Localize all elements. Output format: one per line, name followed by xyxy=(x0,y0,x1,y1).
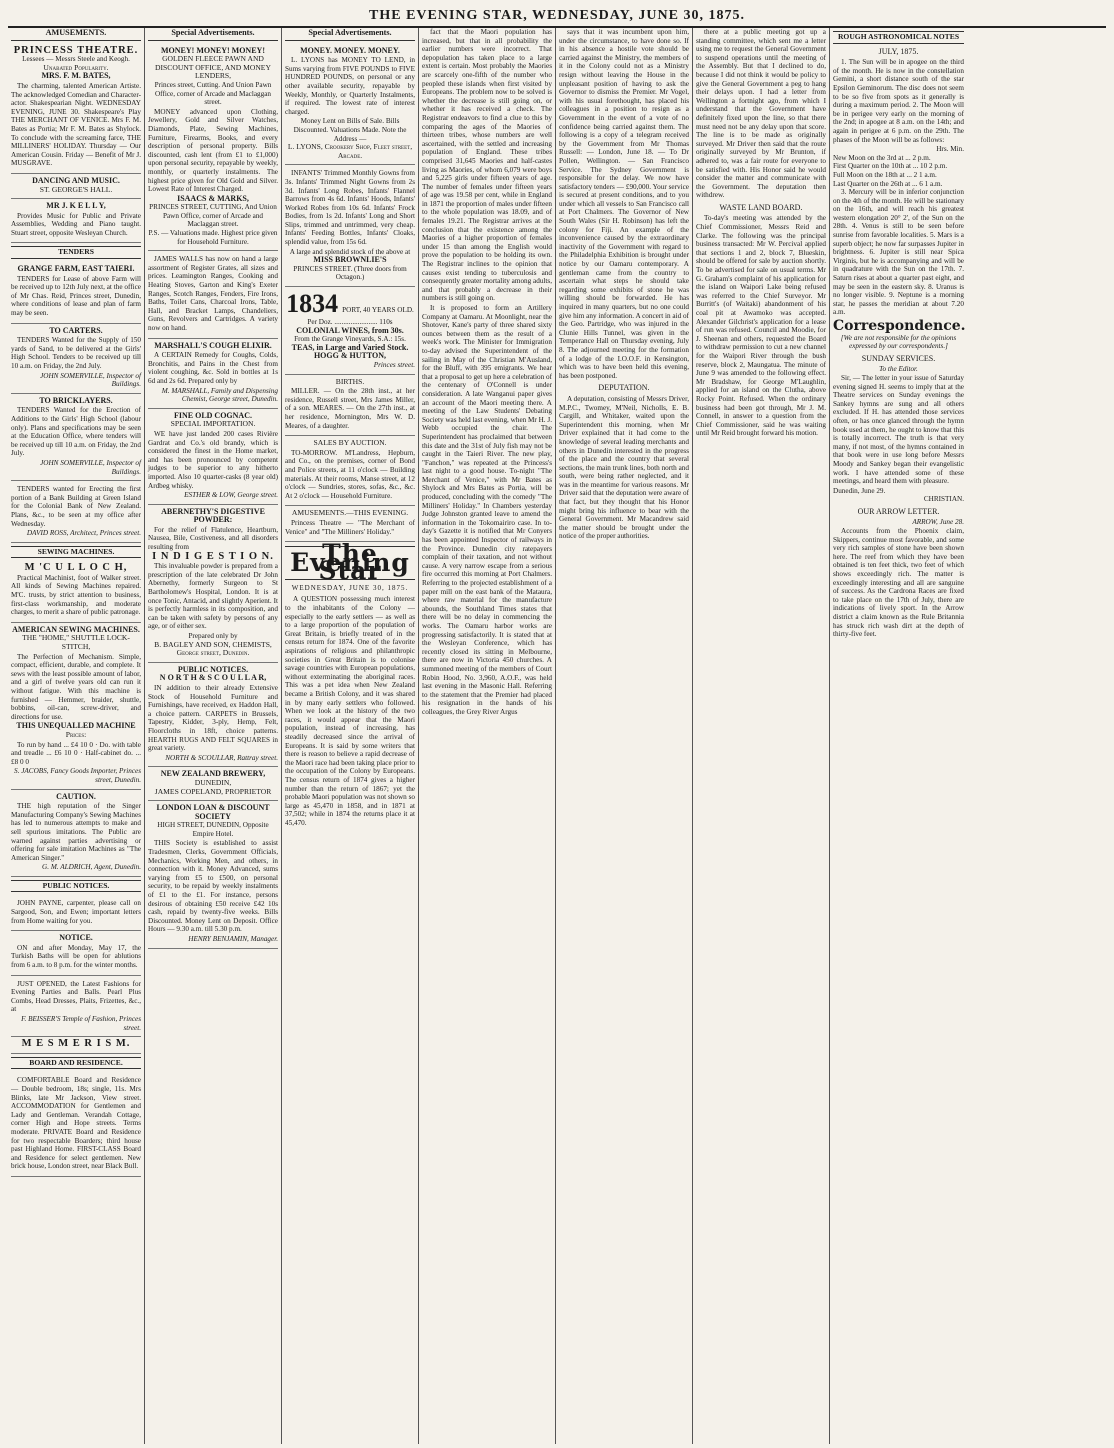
ad-subtitle: THE "HOME," SHUTTLE LOCK-STITCH, xyxy=(22,633,130,652)
ad-subtitle: Unabated Popularity. xyxy=(43,62,109,72)
ad-text: The charming, talented American Artiste. The acknowledged Comedian and Character-actor. Shakespearian Night. WEDNESDAY EVENING, JUNE 30. Shakespeare's Play THE MERCHANT OF VENICE. Mrs F. M. Bates as Portia; Mr F. M. Bates as Shylock. To conclude with the screaming farce, THE MILLINERS' HOLIDAY. Thursday — Our American Cousin. Friday — Benefit of Mr J. MUSGRAVE. xyxy=(11,81,141,168)
ad-text: JUST OPENED, the Latest Fashions for Evening Parties and Balls. Pearl Plus Combs, Head Dresses, Plaits, Frizettes, &c., at xyxy=(11,979,141,1014)
ad-label: Prepared only by xyxy=(188,632,238,640)
ad-subtitle: THIS UNEQUALLED MACHINE xyxy=(16,721,136,731)
ad-signature: ISAACS & MARKS, xyxy=(177,193,249,203)
arrow-heading: OUR ARROW LETTER. xyxy=(857,506,940,516)
ad-text: For the relief of Flatulence, Heartburn, Nausea, Bile, Costiveness, and all disorders resulting from xyxy=(148,525,278,552)
ad-title: TO BRICKLAYERS. xyxy=(39,395,113,405)
births-notices xyxy=(285,375,415,437)
ad-text: L. LYONS has MONEY TO LEND, in Sums varying from FIVE POUNDS to FIVE HUNDRED POUNDS, on personal or any other available security, repayable by Weekly, Monthly, or Quarterly Instalments, if required. The lowest rate of interest charged. xyxy=(285,56,415,116)
ad-signature: DAVID ROSS, Architect, Princes street. xyxy=(26,529,141,538)
births-title: BIRTHS. xyxy=(335,376,365,386)
ad-hogg-hutton xyxy=(285,287,415,375)
ad-title: MR J. K E L L Y, xyxy=(46,201,106,211)
ad-moulloch xyxy=(11,561,141,623)
deputation-article xyxy=(559,395,689,541)
columns xyxy=(8,28,1106,1444)
page-header: THE EVENING STAR, WEDNESDAY, JUNE 30, 1875. xyxy=(8,6,1106,28)
ad-title: M 'C U L L O C H, xyxy=(24,562,128,574)
ad-title: AMERICAN SEWING MACHINES. xyxy=(12,624,140,634)
ad-address: PRINCES STREET. (Three doors from Octagon.) xyxy=(293,264,407,282)
column-heading: Special Advertisements. xyxy=(285,28,415,41)
ad-caution xyxy=(11,790,141,877)
correspondence-heading: Correspondence. xyxy=(833,318,966,334)
ad-year: 1834 xyxy=(286,289,339,319)
section-heading: TENDERS xyxy=(11,246,141,259)
ad-text: TENDERS for Lease of above Farm will be received up to 12th July next, at the office of Mr Chas. Reid, Princes street, Dunedin, where conditions of lease and plan of farm may be seen. xyxy=(11,274,141,318)
ad-kelly xyxy=(11,199,141,243)
ad-text: ON and after Monday, May 17, the Turkish Baths will be open for ablutions from 6 a.m. to 8 p.m. for the winter months. xyxy=(11,943,141,970)
waste-land-heading: WASTE LAND BOARD. xyxy=(719,202,803,212)
column-heading: Special Advertisements. xyxy=(148,28,278,41)
column-news-2 xyxy=(556,28,693,1444)
ad-signature: JAMES COPELAND, PROPRIETOR xyxy=(154,786,272,796)
waste-land-article xyxy=(696,214,826,437)
ad-signature: S. JACOBS, Fancy Goods Importer, Princes street, Dunedin. xyxy=(14,767,141,784)
editorial-text: A QUESTION possessing much interest to the inhabitants of the Colony — especially to the early settlers — as well as to a large proportion of the population of Great Britain, is briefly treated of in the census return for 1874. One of the favorite aspirations of religious and philanthropic societies in Great Britain is to colonise savage countries with European populations, without exterminating the aboriginal races. This was a pet idea when New Zealand became a British Colony, and it was shared in by many early settlers who followed. When we look at the history of the two races, it would appear that the Maori population, instead of increasing, has steadily decreased since the arrival of Europeans. It is said by some writers that there is reason to believe a rapid decrease of the Maori race had been taking place prior to the occupation of the Colony by Europeans. The census return of 1874 gives a higher number than the return of 1867; yet the probable Maori population was not shown so large as 45,470 in 1858, and in 1871 at 37,502; while in 1874 the returns place it at 45,470. xyxy=(285,595,415,827)
column-correspondence xyxy=(830,28,967,1444)
newspaper-nameplate: The Evening Star xyxy=(285,546,415,580)
column-heading: AMUSEMENTS. xyxy=(11,28,141,41)
article-text: 3. Mercury will be in inferior conjunction on the 4th of the month. He will be stationary on the 16th, and will reach his greatest western elongation 20° 2', of the Sun on the 28th. 4. Venus is still to be seen before sunrise from favorable localities. 5. Mars is a superb object; he now far surpasses Jupiter in brightness. 6. Jupiter is still near Spica Virginis, but he is accompanying and will be in quadrature with the Sun on the 17th. 7. Saturn rises at about a quarter past eight, and may be seen in the eastern sky. 8. Uranus is no longer visible. 9. Neptune is a morning star, he passes the meridian at about 7.20 a.m. xyxy=(833,188,964,317)
amusements-text: Princess Theatre — "The Merchant of Venice" and "The Milliners' Holiday." xyxy=(285,518,415,536)
ad-venue: ST. GEORGE'S HALL. xyxy=(39,184,113,194)
ad-note: P.S. — Valuations made. Highest price given for Household Furniture. xyxy=(148,229,278,246)
ad-title: NOTICE. xyxy=(59,933,93,943)
ad-text: JAMES WALLS has now on hand a large assortment of Register Grates, all sizes and prices. Leamington Ranges, Cooking and Heating Stoves, Garton and King's Exeter Ranges, Scotch Ranges, Fenders, Fire Irons, Baths, Toilet Cans, Charcoal Irons, Table, Hall, and Bracket Lamps, Chandeliers, Guns, Revolvers and Cartridges. A variety now on hand. xyxy=(148,255,278,332)
ad-text: TENDERS Wanted for the Erection of Additions to the Girls' High School (labour only). Plans and specifications may be seen at the Education Office, where tenders will be received up till 10 a.m. on Friday, the 2nd July. xyxy=(11,406,141,458)
ad-text: This invaluable powder is prepared from a prescription of the late celebrated Dr John Abernethy, formerly Surgeon to St Bartholomew's Hospital, London. It is at once Tonic, Antacid, and slightly Aperient. It is perfectly harmless in its composition, and can be taken with safety by persons of any age, or of either sex. xyxy=(148,562,278,631)
phase-row: Full Moon on the 18th at ... 2 1 a.m. xyxy=(833,170,937,179)
ad-mesmerism xyxy=(11,1037,141,1054)
article-text: fact that the Maori population has increased, but that in all probability the earlier numbers were incorrect. That depopulation has taken place to a large extent is certain. Most probably the Maories are scarcely one-fifth of the number who peopled these islands when first visited by Europeans. The problem now to be solved is whether the decrease is still going on, or whether it has received a check. The Registrar endeavors to find a clue to this by comparing the ages of the Maories of thirteen tribes, whose numbers are well ascertained, with the settled and increasing population of England. These tribes comprised 31,645 Maories and half-castes living as Maories, of whom 6,079 were boys and 5,225 girls under fifteen years of age. The number of females under fifteen years of age was 19.58 per cent, while in England in 1871 the proportion of males under fifteen to the whole population was 18.09, and of females 19.21. The Registrar arrives at the conclusion that the existence among the Maories of a higher proportion of females under 15 than among the English would prove the population to be holding its own. The Registrar inclines to the opinion that causes exist tending to tuberculosis and consequently greater mortality among adults, and that probably a decrease in their numbers is still going on. xyxy=(422,28,552,303)
ad-signature: ESTHER & LOW, George street. xyxy=(184,491,278,500)
column-special-ads-1 xyxy=(145,28,282,1444)
ad-prices: To run by hand ... £4 10 0 · Do. with table and treadle ... £6 10 0 · Half-cabinet do. ... £8 0 0 xyxy=(11,740,141,766)
births-text: MILLER. — On the 28th inst., at her residence, Russell street, Mrs James Miller, of a son. MEARES. — On the 27th inst., at her residence, Mornington, Mrs W. D. Meares, of a daughter. xyxy=(285,387,415,430)
ad-label: A large and splendid stock of the above at xyxy=(289,247,411,256)
ad-price: Per Doz. ........................ 110s xyxy=(307,318,393,327)
ad-lessees: Lessees — Messrs Steele and Keogh. xyxy=(22,55,130,64)
ad-signature: L. LYONS, Crookery Shop, Fleet street, Arcade. xyxy=(287,142,413,160)
ad-title: ABERNETHY'S DIGESTIVE POWDER: xyxy=(161,506,265,525)
ad-address: Princes street. xyxy=(373,361,415,369)
ad-subtitle: GOLDEN FLEECE PAWN AND DISCOUNT OFFICE, AND MONEY LENDERS, xyxy=(155,54,271,81)
ad-title: LONDON LOAN & DISCOUNT SOCIETY xyxy=(156,803,270,821)
astro-heading: ROUGH ASTRONOMICAL NOTES xyxy=(833,31,964,44)
section-heading: PUBLIC NOTICES. xyxy=(11,880,141,893)
ad-address: PRINCES STREET, CUTTING, And Union Pawn Office, corner of Arcade and Maclaggan street. xyxy=(149,203,277,229)
ad-address: HIGH STREET, DUNEDIN, Opposite Empire Hotel. xyxy=(157,821,269,838)
ad-text: THE high reputation of the Singer Manufacturing Company's Sewing Machines has led to numerous attempts to make and sell spurious imitations. The Public are warned against parties advertising or offering for sale imitation Machines as "The American Singer." xyxy=(11,802,141,862)
ad-brewery xyxy=(148,767,278,801)
section-heading: BOARD AND RESIDENCE. xyxy=(11,1057,141,1070)
column-special-ads-2 xyxy=(282,28,419,1444)
sales-by-auction xyxy=(285,436,415,506)
ad-notice xyxy=(11,931,141,975)
ad-line: From the Grange Vineyards, S.A.: 15s. xyxy=(294,335,406,344)
column-amusements xyxy=(8,28,145,1444)
ad-signature: NORTH & SCOULLAR, Rattray street. xyxy=(165,753,278,762)
article xyxy=(696,28,826,200)
ad-signature: M. MARSHALL, Family and Dispensing Chemist, George street, Dunedin. xyxy=(161,386,278,404)
ad-title: NEW ZEALAND BREWERY, xyxy=(160,769,266,779)
ad-text: JOHN PAYNE, carpenter, please call on Sargood, Son, and Ewen; important letters from Home waiting for you. xyxy=(11,899,141,925)
ad-text: The Perfection of Mechanism. Simple, compact, efficient, durable, and complete. It sews with the least possible amount of labor, and a girl of twelve years old can run it without fatigue. With this machine is furnished — Hemmer, braider, shuttle, bobbins, oil-can, screw-driver, and directions for use. xyxy=(11,652,141,721)
news-paragraphs: It is proposed to form an Artillery Company at Oamaru. At Moonlight, near the Shotover, Kane's party of three shared sixty ounces between them as the result of a week's work. The Minister for Immigration to-day advised the Superintendent of the sailing in May of the Christian M'Ausland, for the Bluff, with 395 emigrants. We hear that a proposal to get up here a celebration of the centenary of O'Connell is under consideration. A late Wanganui paper gives an account of the Maori meeting there. A meeting of the Law Students' Debating Society was held last evening, when Mr H. J. Webb occupied the chair. The Superintendent has proclaimed that between this date and the 31st of July fish may not be caught in the Taieri River. The new play, "Fanchon," was repeated at the Princess's last night to a good house. To-night "The Merchant of Venice," with Mr Bates as Shylock and Mrs Bates as Portia, will be produced, concluding with the comedy "The Milliners' Holiday." In Chambers yesterday Judge Johnston granted leave to amend the information in the Tokomairiro case. In to-day's Gazette it is notified that Mr Conyers has been appointed Inspector of railways in the Province. Dunedin city ratepayers complain of their taxation, and not without cause. A very narrow escape from a serious fire occurred this morning at Port Chalmers. Referring to the projected establishment of a paper mill on the east bank of the Mataura, where raw material for the manufacture abounds, the Southland Times states that there will be no delay in commencing the works. The Oamaru harbor works are progressing satisfactorily. It is stated that at the Wesleyan Conference, which has recently closed its sitting in Melbourne, there are now in Victoria 450 churches. A summoned meeting of the members of Court Robin Hood, No. 3,960, A.O.F., was held last evening in the Masonic Hall. Referring to the statement that the Premier had placed his resignation in the hands of his colleagues, the Grey River Argus xyxy=(422,304,552,716)
article-text: 1. The Sun will be in apogee on the third of the month. He is now in the constellation Gemini, a short distance south of the star Epsilon Geminorum. The disc does not seem to be so five from spots as it generally is during a maximum period. 2. The Moon will be in perigee very early on the morning of the 2nd; in apogee at 8 a.m. on the 14th; and again in perigee at 6 p.m. on the 29th. The phases of the Moon will be as follows: xyxy=(833,58,964,144)
editorial xyxy=(285,595,415,827)
ad-abernethy xyxy=(148,505,278,663)
ad-cognac xyxy=(148,409,278,505)
ad-text: INFANTS' Trimmed Monthly Gowns from 3s. Infants' Trimmed Night Gowns from 2s 3d. Infants' Long Robes, Infants' Flannel Barrows from 4s 6d. Infants' Hoods, Infants' Worked Robes from 10s 6d. Infants' Frock Bodies, from 1s 2d. Infants' Long and Short Slips, trimmed and untrimmed, very cheap. Infants' Feeding Bottles, Infants' Cloaks, splendid value, from 15s 6d. xyxy=(285,169,415,247)
ad-text: THIS Society is established to assist Tradesmen, Clerks, Government Officials, Mechanics, Working Men, and others, in connection with it. Money Advanced, sums varying from £5 to £500, on personal security, to be repaid by weekly instalments of £1 to the £1. For instance, persons desirous of obtaining £50 receive £42 10s cash, repaid by twenty-five weeks. Bills Discounted. Money Lent on Deposit. Office Hours — 9.30 a.m. till 5.30 p.m. xyxy=(148,839,278,934)
article-text: says that it was incumbent upon him, under the circumstance, to have done so. If in his absence a hostile vote should be carried against the Ministry, the members of it in the Colony could not as a Ministry resign without leaving the House in the unpleasant position of having to ask the Governor to dismiss the Premier. Mr Vogel, with his usual forethought, has placed his colleagues in a position to resign as a Government in the event of a vote of no confidence being carried against them. The following is a copy of a telegram received by the Government from Mr Thomas Russell: — London, June 18. — To Dr Pollen, Wellington. — San Francisco Service. The Sydney Government is responsible for the delay. We now have satisfactory tenders — £90,000. Your service is secured at present conditions, and to you under which all vessels to San Francisco call at Port Chalmers. The Governor of New South Wales (Sir H. Robinson) has left the colony for Fiji. An example of the inconvenience caused by the extraordinary inactivity of the Government with regard to the Philadelphia Exhibition is brought under notice by our Oamaru contemporary. A gentleman came from the country to ascertain what steps he should take regarding some exhibits of stone he was willing should be forwarded. He has inquired in many quarters, but no one could give him any information. A concert in aid of the Geo. Partridge, who was injured in the Clunie Hills Tunnel, was given in the Temperance Hall on Thursday evening, July 8. The adjourned meeting for the formation of a lodge of the I.O.O.F. in Kensington, which was to have been held this evening, has been postponed. xyxy=(559,28,689,380)
ad-lyons xyxy=(285,44,415,166)
ad-text: Practical Machinist, foot of Walker street. All kinds of Sewing Machines repaired. M'C. trusts, by strict attention to business, first-class workmanship, and moderate charges, to merit a share of public patronage. xyxy=(11,573,141,617)
arrow-date: ARROW, June 28. xyxy=(912,518,964,527)
ad-princess-theatre xyxy=(11,44,141,174)
ad-signature: JOHN SOMERVILLE, Inspector of Buildings. xyxy=(40,371,141,389)
ad-address: Princes street, Cutting. And Union Pawn Office, corner of Arcade and Maclaggan street. xyxy=(154,80,272,107)
ad-line: TEAS, in Large and Varied Stock. xyxy=(291,342,409,352)
ad-subtitle: SPECIAL IMPORTATION. xyxy=(170,419,256,429)
ad-line: COLONIAL WINES, from 30s. xyxy=(296,325,404,335)
letter-signature: CHRISTIAN. xyxy=(923,495,964,504)
column-news-1 xyxy=(419,28,556,1444)
ad-london-loan xyxy=(148,801,278,949)
letter-heading: SUNDAY SERVICES. xyxy=(861,353,936,363)
ad-text: A CERTAIN Remedy for Coughs, Colds, Bronchitis, and Pains in the Chest from violent coughing, &c. Sold in bottles at 1s 6d and 2s 6d. Prepared only by xyxy=(148,351,278,385)
phase-row: New Moon on the 3rd at ... 2 p.m. xyxy=(833,153,931,162)
article-text: there at a public meeting got up a standing committee, which sent me a letter using me to request the General Government to suspend operations until the meeting of the Assembly. But that I declined to do, because I did not think it would be policy to give the General Government a peg to hang their delays upon. I had a letter from Wellington a fortnight ago, from which I understand that the Government have definitely fixed upon the line, so that there must need not be any delay upon that score. The line is to be made as originally surveyed. Mr Driver then said that the route originally surveyed by Mr Brunton, if adhered to, was a fair route for everyone to be satisfied with. His Honor said he would consider the matter and communicate with the Government. The deputation then withdrew. xyxy=(696,28,826,200)
ad-title: N O R T H & S C O U L L A R, xyxy=(159,673,267,683)
letter-salutation: To the Editor. xyxy=(879,365,918,374)
ad-subtitle: I N D I G E S T I O N. xyxy=(152,550,274,562)
article xyxy=(422,28,552,717)
ad-title: MONEY. MONEY. MONEY. xyxy=(300,45,400,55)
ad-payne xyxy=(11,895,141,931)
ad-text: COMFORTABLE Board and Residence — Double bedroom, 18s; single, 11s. Mrs Blinks, late Mr Jackson, View street. ACCOMMODATION for Gentlemen and Lady and Gentleman. Verandah Cottage, corner High and Hope streets. Terms moderate. PRIVATE Board and Residence for two respectable Boarders; third house past Highland Home. FIRST-CLASS Board and Residence for select gentlemen. New brick house, London street, near Black Bull. xyxy=(11,1076,141,1171)
ad-signature: F. BEISSER'S Temple of Fashion, Princes street. xyxy=(21,1015,141,1032)
ad-title: PORT, 40 YEARS OLD. xyxy=(342,306,414,315)
ad-signature: JOHN SOMERVILLE, Inspector of Buildings. xyxy=(40,458,141,476)
article-text: To-day's meeting was attended by the Chief Commissioner, Messrs Reid and Clarke. The following was the principal business transacted: Mr W. Percival applied that sections 1 and 2, block 7, Blueskin, should be offered for sale by auction shortly. To be advertised for sale on usual terms. Mr G. Graham's complaint of his application for the island on Waipori Lake being refused was referred to the Chief Surveyor. Mr Burritt's (of Waitaki) abandonment of his coal pit at Awamoko was accepted. Alexander Gilchrist's application for a lease of run was refused. Council and Moodie, for J. Sheenan and others, requested the Board to withdraw permission to cut a new channel for the Waipori River through the bush reserve, block 2, Maungatua. The minute of June 9 was amended to the following effect. Mr Bradshaw, for George M'Laughlin, applied for an island on the Clutha, above Rocky Point. Refused. When the ordinary business had been got through, Mr J. M. Connell, in answer to a question from the Chief Commissioner, said he was waiting until Mr Reid brought forward his motion. xyxy=(696,214,826,438)
ad-town: DUNEDIN, xyxy=(194,777,232,787)
ad-title: PRINCESS THEATRE. xyxy=(13,44,139,56)
ad-signature: HENRY BENJAMIN, Manager. xyxy=(188,935,278,943)
ad-title: FINE OLD COGNAC. xyxy=(173,410,252,420)
ad-signature: B. BAGLEY AND SON, CHEMISTS, George street, Dunedin. xyxy=(154,639,272,658)
ad-grange-farm xyxy=(11,262,141,324)
ad-signature: G. M. ALDRICH, Agent, Dunedin. xyxy=(42,863,141,872)
amusements-tonight xyxy=(285,506,415,542)
ad-star: MRS. F. M. BATES, xyxy=(41,71,111,81)
column-news-3 xyxy=(693,28,830,1444)
letter-text: Sir, — The letter in your issue of Saturday evening signed H. seems to imply that at the Theatre services on Sunday evenings the Sankey hymns are sung and all others excluded. If H. has attended those services often, or has once glanced through the hymn book used at them, he ought to know that this is totally incorrect. The truth is that very many, if not most, of the hymns contained in that book were in use long before Messrs Moody and Sankey began their evangelistic work. I have attended some of these meetings, and heard them with pleasure. xyxy=(833,373,964,486)
ad-price-label: Prices: xyxy=(65,729,87,739)
ad-golden-fleece xyxy=(148,44,278,252)
astro-month: JULY, 1875. xyxy=(878,46,919,56)
ad-james-walls xyxy=(148,251,278,338)
article xyxy=(559,28,689,380)
astro-article xyxy=(833,58,964,317)
ad-text: IN addition to their already Extensive Stock of Household Furniture and Furnishings, have received, ex Haddon Hall, a choice pattern. CARPETS in Brussels, Tapestry, Kidder, 3-ply, Hemp, Felt, Floorcloths in 18ft, choice patterns. HEARTH RUGS AND FELT SQUARES in great variety. xyxy=(148,683,278,753)
ad-title: DANCING AND MUSIC. xyxy=(32,175,120,185)
ad-note: Money Lent on Bills of Sale. Bills Discounted. Valuations Made. Note the Address — xyxy=(293,117,407,143)
amusements-title: AMUSEMENTS.—THIS EVENING. xyxy=(291,508,409,518)
letter xyxy=(833,374,964,504)
ad-title: CAUTION. xyxy=(56,791,96,801)
ad-home-machine xyxy=(11,623,141,790)
dateline: WEDNESDAY, JUNE 30, 1875. xyxy=(291,583,409,592)
ad-section-title: PUBLIC NOTICES. xyxy=(177,664,249,674)
ad-title: MONEY! MONEY! MONEY! xyxy=(161,45,265,55)
ad-dancing xyxy=(11,174,141,199)
ad-bricklayers xyxy=(11,394,141,481)
article-text: Accounts from the Phoenix claim, Skippers, continue most favorable, and some very rich samples of stone have been shown here. The reef from which they have been obtained is ten feet thick, two feet of which shows exceedingly rich. The matter is exceedingly interesting and all are sanguine of success. As the Cardrona Races are fixed to take place on the 17th of July, there are indications of lively sport. In the Arrow district a claim known as the Rule Britannia has struck rich wash dirt at the depth of thirty-five feet. xyxy=(833,527,964,639)
phase-header: Hrs. Min. xyxy=(936,145,964,154)
correspondence-note: [We are not responsible for the opinions expressed by our correspondents.] xyxy=(840,333,957,351)
ad-cough-elixir xyxy=(148,339,278,409)
deputation-heading: DEPUTATION. xyxy=(598,383,650,393)
ad-text: Provides Music for Public and Private Assemblies, Wedding and Piano taught. Stuart street, opposite Wesleyan Church. xyxy=(11,211,141,237)
ad-signature: HOGG & HUTTON, xyxy=(313,351,387,361)
arrow-article xyxy=(833,527,964,639)
ad-board xyxy=(11,1072,141,1177)
ad-title: TO CARTERS. xyxy=(49,325,103,335)
ad-brownlie xyxy=(285,165,415,287)
sales-title: SALES BY AUCTION. xyxy=(313,438,387,448)
ad-text: TENDERS wanted for Erecting the first portion of a Bank Building at Green Island for the Colonial Bank of New Zealand. Plans, &c., to be seen at my office after Wednesday. xyxy=(11,485,141,528)
ad-title: MISS BROWNLIE'S xyxy=(313,255,387,265)
section-heading: SEWING MACHINES. xyxy=(11,546,141,559)
phase-row: First Quarter on the 10th at ... 10 2 p.m. xyxy=(833,162,948,171)
ad-title: MARSHALL'S COUGH ELIXIR. xyxy=(154,340,272,350)
ad-text: MONEY advanced upon Clothing, Jewellery, Gold and Silver Watches, Diamonds, Plate, Sewing Machines, Furniture, Firearms, Books, and every description of personal property. Bills discounted, cash lent (from £1 to £1,000) upon personal security, repayable by weekly, monthly, or quarterly instalments. The highest price given for Old Gold and Silver. Lowest Rate of Interest Charged. xyxy=(148,107,278,194)
ad-text: WE have just landed 200 cases Rivière Gardrat and Co.'s old brandy, which is considered the finest in the Home market, and has been pronounced by competent judges to be superior to any hitherto imported. Also 10 quarter-casks (8 year old) Ardbeg whisky. xyxy=(148,429,278,490)
ad-carters xyxy=(11,324,141,394)
ad-title: GRANGE FARM, EAST TAIERI. xyxy=(17,264,135,274)
article-text: A deputation, consisting of Messrs Driver, M.P.C., Twomey, M'Neil, Nicholls, E. B. Cargill, and Whitaker, waited upon the Superintendent this morning, when Mr Driver explained that it had come to the knowledge of several leading merchants and others in Dunedin interested in the progress of the place and the country that several sections, the main trunk lines, both north and south, were being rather neglected, and it was in the meantime for various reasons. Mr Driver said that the deputation were aware of that fact, but they thought that his Honor might bring his influence to bear with the General Government. Mr Macandrew said the matter should be brought under the notice of the proper authorities. xyxy=(559,394,689,541)
ad-north-scoullar xyxy=(148,663,278,768)
letter-date: Dunedin, June 29. xyxy=(833,486,886,495)
ad-beisser xyxy=(11,976,141,1038)
phase-row: Last Quarter on the 26th at ... 6 1 a.m. xyxy=(833,179,943,188)
sales-text: TO-MORROW. M'Landress, Hepburn, and Co., on the premises, corner of Bond and Police streets, at 11 o'clock — Building materials. At their rooms, Manse street, at 12 o'clock — Sundries, stores, sofas, &c., &c. At 2 o'clock — Household Furniture. xyxy=(285,448,415,500)
ad-title: M E S M E R I S M. xyxy=(21,1038,131,1050)
ad-text: TENDERS Wanted for the Supply of 150 yards of Sand, to be delivered at the Girls' High School. Tenders to be received up till 10 a.m. on Friday, the 2nd July. xyxy=(11,336,141,370)
ad-bank-building xyxy=(11,481,141,543)
